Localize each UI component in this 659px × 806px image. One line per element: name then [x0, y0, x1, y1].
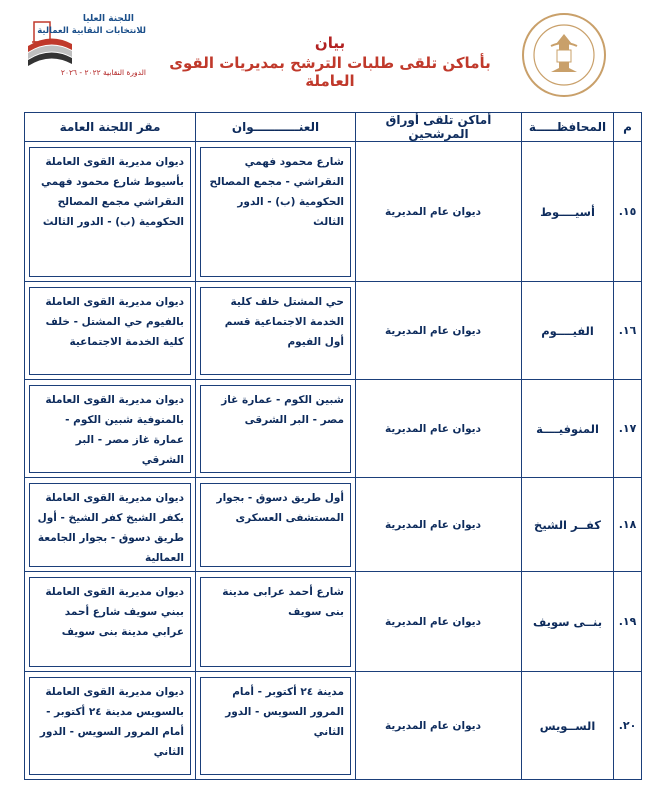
row-number: ١٦. [614, 282, 642, 380]
row-address-cell [196, 142, 356, 282]
row-address-cell [196, 478, 356, 572]
table-row [25, 282, 642, 380]
logo-line-1: اللجنة العليا [82, 14, 134, 24]
row-place: ديوان عام المديرية [356, 282, 522, 380]
row-hq-cell [25, 282, 196, 380]
logo-line-2: للانتخابات النقابية العمالية [37, 26, 146, 36]
row-governorate: الســويس [522, 672, 614, 780]
row-governorate: كفــر الشيخ [522, 478, 614, 572]
table-row [25, 572, 642, 672]
ministry-seal-icon [521, 12, 607, 98]
row-number: ١٨. [614, 478, 642, 572]
row-place: ديوان عام المديرية [356, 142, 522, 282]
row-address-cell [196, 380, 356, 478]
row-address-cell [196, 282, 356, 380]
candidacy-locations-table [24, 112, 642, 780]
row-address-cell [196, 572, 356, 672]
row-governorate: أسيــــوط [522, 142, 614, 282]
row-number: ١٥. [614, 142, 642, 282]
row-hq: ديوان مديرية القوى العاملة بكفر الشيخ كفر الشيخ - أول طريق دسوق - بجوار الجامعة العمالية [29, 483, 191, 567]
row-place: ديوان عام المديرية [356, 380, 522, 478]
row-hq-cell [25, 572, 196, 672]
title-line-2: بأماكن تلقى طلبات الترشح بمديريات القوى العاملة [169, 54, 491, 90]
row-hq-cell [25, 478, 196, 572]
row-governorate: الفيــــوم [522, 282, 614, 380]
row-number: ٢٠. [614, 672, 642, 780]
row-address: شارع محمود فهمي النقراشي - مجمع المصالح الحكومية (ب) - الدور الثالث [200, 147, 351, 277]
table-row [25, 672, 642, 780]
table-row [25, 380, 642, 478]
row-place: ديوان عام المديرية [356, 572, 522, 672]
row-number: ١٩. [614, 572, 642, 672]
row-address: أول طريق دسوق - بجوار المستشفى العسكرى [200, 483, 351, 567]
row-hq: ديوان مديرية القوى العاملة بأسيوط شارع محمود فهمي النقراشي مجمع المصالح الحكومية (ب) - الدور الثالث [29, 147, 191, 277]
column-header-hq: مقر اللجنة العامة [25, 113, 196, 142]
row-hq-cell [25, 380, 196, 478]
row-address-cell [196, 672, 356, 780]
column-header-address: العنـــــــــــوان [196, 113, 356, 142]
row-address: مدينة ٢٤ أكتوبر - أمام المرور السويس - الدور الثاني [200, 677, 351, 775]
row-hq: ديوان مديرية القوى العاملة بالمنوفية شبين الكوم - عمارة غاز مصر - البر الشرقي [29, 385, 191, 473]
page-header [0, 0, 659, 110]
row-hq-cell [25, 672, 196, 780]
row-hq: ديوان مديرية القوى العاملة بالسويس مدينة ٢٤ أكتوبر - أمام المرور السويس - الدور الثاني [29, 677, 191, 775]
row-number: ١٧. [614, 380, 642, 478]
column-header-governorate: المحافظـــــة [522, 113, 614, 142]
document-title [150, 34, 510, 90]
column-header-number: م [614, 113, 642, 142]
row-address: شارع أحمد عرابى مدينة بنى سويف [200, 577, 351, 667]
table-header-row [25, 113, 642, 142]
row-hq-cell [25, 142, 196, 282]
row-governorate: المنوفيــــة [522, 380, 614, 478]
table-row [25, 478, 642, 572]
title-line-1: بيان [314, 34, 346, 52]
row-hq: ديوان مديرية القوى العاملة ببني سويف شارع أحمد عرابي مدينة بنى سويف [29, 577, 191, 667]
column-header-place: أماكن تلقى أوراق المرشحين [356, 113, 522, 142]
row-address: شبين الكوم - عمارة غاز مصر - البر الشرقى [200, 385, 351, 473]
committee-logo [20, 6, 148, 86]
row-address: حي المشتل خلف كلية الخدمة الاجتماعية قسم أول الفيوم [200, 287, 351, 375]
logo-line-3: الدورة النقابية ٢٠٢٢ - ٢٠٢٦ [60, 68, 146, 77]
row-hq: ديوان مديرية القوى العاملة بالفيوم حي المشتل - خلف كلية الخدمة الاجتماعية [29, 287, 191, 375]
row-place: ديوان عام المديرية [356, 672, 522, 780]
row-governorate: بنــى سويف [522, 572, 614, 672]
row-place: ديوان عام المديرية [356, 478, 522, 572]
table-row [25, 142, 642, 282]
